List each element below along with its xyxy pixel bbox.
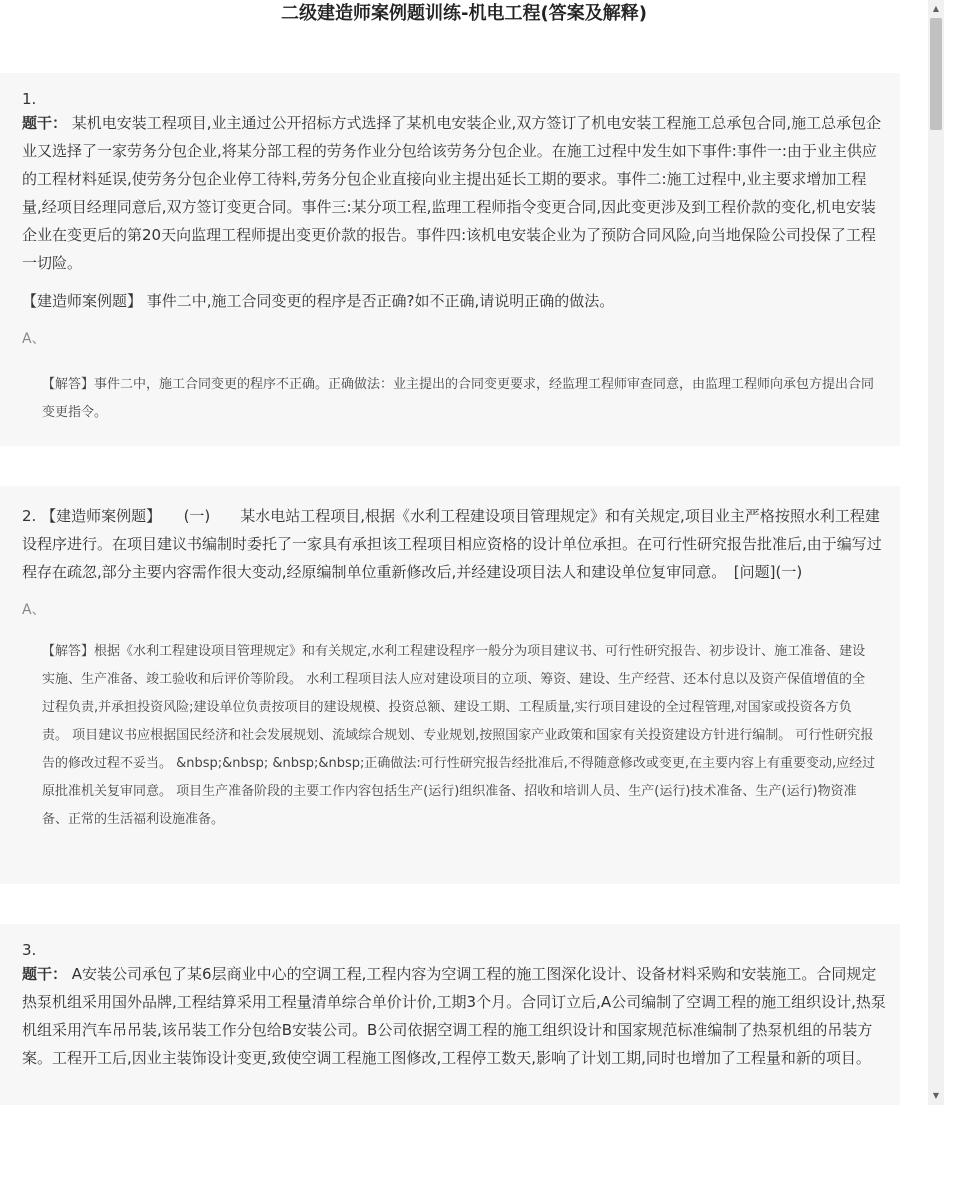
- vertical-scrollbar[interactable]: [928, 0, 944, 1105]
- scrollbar-thumb[interactable]: [930, 18, 942, 130]
- stem-label: 题干：: [22, 965, 68, 983]
- scroll-up-icon[interactable]: ▲: [932, 4, 940, 13]
- question-card-2: [0, 486, 900, 884]
- scroll-down-icon[interactable]: ▼: [932, 1091, 940, 1100]
- stem-label: 题干：: [22, 114, 68, 132]
- question-stem: [22, 940, 886, 1072]
- question-card-1: [0, 73, 900, 446]
- answer-explanation: 【解答】根据《水利工程建设项目管理规定》和有关规定,水利工程建设程序一般分为项目建议书、可行性研究报告、初步设计、施工准备、建设实施、生产准备、竣工验收和后评价等阶段。 水利工程项目法人应对建设项目的立项、筹资、建设、生产经营、还本付息以及资产保值增值的全过程负责,并承担投资风险;建设单位负责按项目的建设规模、投资总额、建设工期、工程质量,实行项目建设的全过程管理,对国家或投资各方负责。 项目建议书应根据国民经济和社会发展规划、流域综合规划、专业规划,按照国家产业政策和国家有关投资建设方针进行编制。 可行性研究报告的修改过程不妥当。 &nbsp;&nbsp; &nbsp;&nbsp;正确做法:可行性研究报告经批准后,不得随意修改或变更,在主要内容上有重要变动,应经过原批准机关复审同意。 项目生产准备阶段的主要工作内容包括生产(运行)组织准备、招收和培训人员、生产(运行)技术准备、生产(运行)物资准备、正常的生活福利设施准备。: [42, 644, 876, 827]
- question-stem: [22, 502, 886, 586]
- option-a[interactable]: A、: [22, 331, 46, 347]
- question-number: 3.: [22, 941, 37, 959]
- stem-text: 某机电安装工程项目,业主通过公开招标方式选择了某机电安装企业,双方签订了机电安装工程施工总承包合同,施工总承包企业又选择了一家劳务分包企业,将某分部工程的劳务作业分包给该劳务分包企业。在施工过程中发生如下事件:事件一:由于业主供应的工程材料延误,使劳务分包企业停工待料,劳务分包企业直接向业主提出延长工期的要求。事件二:施工过程中,业主要求增加工程量,经项目经理同意后,双方签订变更合同。事件三:某分项工程,监理工程师指令变更合同,因此变更涉及到工程价款的变化,机电安装企业在变更后的第20天向监理工程师提出变更价款的报告。事件四:该机电安装企业为了预防合同风险,向当地保险公司投保了工程一切险。: [22, 114, 882, 272]
- stem-text: 【建造师案例题】 (一) 某水电站工程项目,根据《水利工程建设项目管理规定》和有关规定,项目业主严格按照水利工程建设程序进行。在项目建议书编制时委托了一家具有承担该工程项目相应资格的设计单位承担。在可行性研究报告批准后,由于编写过程存在疏忽,部分主要内容需作很大变动,经原编制单位重新修改后,并经建设项目法人和建设单位复审同意。 [问题](一): [22, 507, 882, 581]
- page-title: 二级建造师案例题训练-机电工程(答案及解释): [281, 3, 647, 24]
- question-text: 【建造师案例题】 事件二中,施工合同变更的程序是否正确?如不正确,请说明正确的做法。: [22, 292, 615, 310]
- stem-text: A安装公司承包了某6层商业中心的空调工程,工程内容为空调工程的施工图深化设计、设备材料采购和安装施工。合同规定热泵机组采用国外品牌,工程结算采用工程量清单综合单价计价,工期3个月。合同订立后,A公司编制了空调工程的施工组织设计,热泵机组采用汽车吊吊装,该吊装工作分包给B安装公司。B公司依据空调工程的施工组织设计和国家规范标准编制了热泵机组的吊装方案。工程开工后,因业主装饰设计变更,致使空调工程施工图修改,工程停工数天,影响了计划工期,同时也增加了工程量和新的项目。: [22, 965, 886, 1067]
- question-number: 1.: [22, 90, 37, 108]
- question-card-3: [0, 924, 900, 1105]
- option-a[interactable]: A、: [22, 602, 46, 618]
- question-number: 2.: [22, 507, 37, 525]
- question-stem: [22, 89, 886, 277]
- answer-explanation: 【解答】事件二中，施工合同变更的程序不正确。正确做法：业主提出的合同变更要求，经监理工程师审查同意，由监理工程师向承包方提出合同变更指令。: [42, 377, 875, 420]
